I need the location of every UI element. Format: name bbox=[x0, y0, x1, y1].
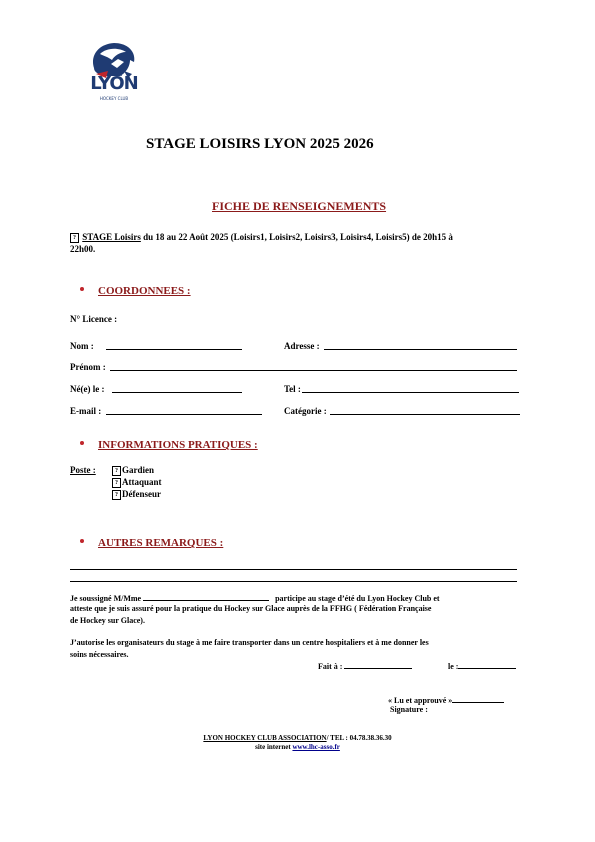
lu-approuve-field[interactable] bbox=[452, 694, 504, 703]
bullet-icon bbox=[80, 287, 84, 291]
declaration-line-2: atteste que je suis assuré pour la pratique du Hockey sur Glace auprès de la FFHG ( Fédération Française bbox=[70, 604, 432, 613]
poste-gardien[interactable]: ? Gardien bbox=[112, 465, 154, 476]
checkbox-icon[interactable]: ? bbox=[112, 466, 121, 476]
nom-field[interactable] bbox=[106, 340, 242, 350]
checkbox-icon[interactable]: ? bbox=[112, 490, 121, 500]
email-field[interactable] bbox=[106, 405, 262, 415]
fait-a-field[interactable] bbox=[344, 660, 412, 669]
categorie-label: Catégorie : bbox=[284, 406, 327, 416]
page-title: STAGE LOISIRS LYON 2025 2026 bbox=[146, 136, 374, 152]
poste-label: Poste : bbox=[70, 465, 96, 475]
stage-checkbox[interactable]: ? bbox=[70, 233, 79, 243]
footer-site: site internet www.lhc-asso.fr bbox=[255, 743, 340, 751]
authorization-line-2: soins nécessaires. bbox=[70, 650, 129, 659]
prenom-field[interactable] bbox=[110, 361, 517, 371]
nom-label: Nom : bbox=[70, 341, 94, 351]
authorization-line-1: J’autorise les organisateurs du stage à me faire transporter dans un centre hospitaliers et à me donner les bbox=[70, 638, 429, 647]
logo-word: LYON bbox=[90, 73, 138, 94]
section-remarques: AUTRES REMARQUES : bbox=[98, 537, 224, 549]
section-informations: INFORMATIONS PRATIQUES : bbox=[98, 439, 258, 451]
stage-description bbox=[70, 232, 530, 243]
section-coordonnees: COORDONNEES : bbox=[98, 285, 191, 297]
date-le: le : bbox=[448, 660, 516, 672]
poste-defenseur[interactable]: ? Défenseur bbox=[112, 489, 161, 500]
bullet-icon bbox=[80, 441, 84, 445]
declaration-line-3: de Hockey sur Glace). bbox=[70, 616, 145, 625]
email-label: E-mail : bbox=[70, 406, 102, 416]
tel-label: Tel : bbox=[284, 384, 301, 394]
stage-dates: du 18 au 22 Août 2025 (Loisirs1, Loisirs2, Loisirs3, Loisirs4, Loisirs5) de 20h15 à bbox=[140, 232, 453, 242]
checkbox-icon[interactable]: ? bbox=[112, 478, 121, 488]
name-field[interactable] bbox=[143, 592, 269, 601]
tel-field[interactable] bbox=[302, 383, 519, 393]
fait-a: Fait à : bbox=[318, 660, 412, 672]
ne-le-field[interactable] bbox=[112, 383, 242, 393]
footer-org: LYON HOCKEY CLUB ASSOCIATION/ TEL : 04.78.38.36.30 bbox=[203, 734, 392, 742]
signature-label: Signature : bbox=[390, 705, 428, 714]
stage-label: STAGE Loisirs bbox=[82, 232, 141, 242]
poste-attaquant[interactable]: ? Attaquant bbox=[112, 477, 162, 488]
adresse-field[interactable] bbox=[324, 340, 517, 350]
form-subtitle: FICHE DE RENSEIGNEMENTS bbox=[212, 199, 387, 213]
website-link[interactable]: www.lhc-asso.fr bbox=[292, 743, 340, 751]
declaration-line-1: Je soussigné M/Mme participe au stage d’été du Lyon Hockey Club et bbox=[70, 594, 440, 603]
licence-label: N° Licence : bbox=[70, 314, 118, 324]
remarks-line[interactable] bbox=[70, 569, 517, 570]
categorie-field[interactable] bbox=[330, 405, 520, 415]
prenom-label: Prénom : bbox=[70, 362, 106, 372]
adresse-label: Adresse : bbox=[284, 341, 320, 351]
logo-subtitle: HOCKEY CLUB bbox=[99, 96, 129, 101]
bullet-icon bbox=[80, 539, 84, 543]
stage-dates-cont: 22h00. bbox=[70, 244, 96, 254]
date-field[interactable] bbox=[458, 660, 516, 669]
lu-approuve: « Lu et approuvé » bbox=[388, 694, 504, 706]
ne-le-label: Né(e) le : bbox=[70, 384, 105, 394]
remarks-line[interactable] bbox=[70, 581, 517, 582]
